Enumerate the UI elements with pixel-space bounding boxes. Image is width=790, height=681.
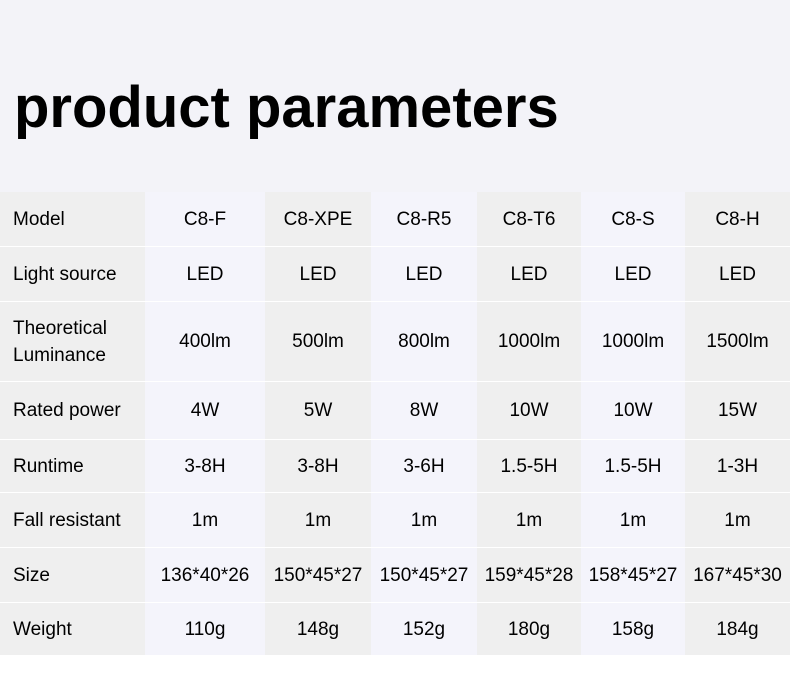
page-title: product parameters [14,75,559,140]
cell-fall-resistant-c8-s: 1m [581,493,685,548]
cell-luminance-c8-s: 1000lm [581,302,685,382]
cell-rated-power-c8-r5: 8W [371,382,477,440]
cell-weight-c8-t6: 180g [477,603,581,656]
cell-rated-power-c8-s: 10W [581,382,685,440]
cell-weight-c8-h: 184g [685,603,790,656]
cell-light-source-c8-xpe: LED [265,247,371,302]
cell-fall-resistant-c8-t6: 1m [477,493,581,548]
row-label-luminance-line-1: Theoretical [13,317,107,339]
header-banner [0,0,790,192]
cell-runtime-c8-r5: 3-6H [371,440,477,493]
cell-weight-c8-s: 158g [581,603,685,656]
table-row-light-source [0,247,790,302]
cell-runtime-c8-h: 1-3H [685,440,790,493]
cell-model-c8-t6: C8-T6 [477,192,581,247]
cell-weight-c8-r5: 152g [371,603,477,656]
row-label-weight: Weight [0,603,145,656]
cell-light-source-c8-h: LED [685,247,790,302]
cell-size-c8-r5: 150*45*27 [371,548,477,603]
cell-luminance-c8-f: 400lm [145,302,265,382]
table-row-runtime [0,440,790,493]
row-label-luminance-line-2: Luminance [13,344,106,366]
cell-size-c8-s: 158*45*27 [581,548,685,603]
row-label-model: Model [0,192,145,247]
cell-luminance-c8-r5: 800lm [371,302,477,382]
cell-runtime-c8-s: 1.5-5H [581,440,685,493]
cell-size-c8-f: 136*40*26 [145,548,265,603]
cell-size-c8-t6: 159*45*28 [477,548,581,603]
cell-rated-power-c8-h: 15W [685,382,790,440]
cell-model-c8-f: C8-F [145,192,265,247]
row-label-runtime: Runtime [0,440,145,493]
cell-rated-power-c8-t6: 10W [477,382,581,440]
table-row-size [0,548,790,603]
cell-luminance-c8-h: 1500lm [685,302,790,382]
table-row-weight [0,603,790,656]
row-label-rated-power: Rated power [0,382,145,440]
cell-runtime-c8-t6: 1.5-5H [477,440,581,493]
cell-fall-resistant-c8-r5: 1m [371,493,477,548]
cell-weight-c8-f: 110g [145,603,265,656]
table-row-model [0,192,790,247]
cell-rated-power-c8-f: 4W [145,382,265,440]
cell-luminance-c8-t6: 1000lm [477,302,581,382]
row-label-luminance [0,302,145,382]
table-row-rated-power [0,382,790,440]
cell-fall-resistant-c8-xpe: 1m [265,493,371,548]
row-label-fall-resistant: Fall resistant [0,493,145,548]
cell-light-source-c8-r5: LED [371,247,477,302]
cell-weight-c8-xpe: 148g [265,603,371,656]
table-row-fall-resistant [0,493,790,548]
cell-luminance-c8-xpe: 500lm [265,302,371,382]
row-label-size: Size [0,548,145,603]
parameters-table [0,192,790,656]
parameters-table-container [0,192,790,656]
cell-runtime-c8-xpe: 3-8H [265,440,371,493]
cell-size-c8-xpe: 150*45*27 [265,548,371,603]
cell-model-c8-r5: C8-R5 [371,192,477,247]
table-row-luminance [0,302,790,382]
cell-rated-power-c8-xpe: 5W [265,382,371,440]
cell-fall-resistant-c8-f: 1m [145,493,265,548]
cell-model-c8-h: C8-H [685,192,790,247]
cell-light-source-c8-t6: LED [477,247,581,302]
cell-model-c8-s: C8-S [581,192,685,247]
cell-size-c8-h: 167*45*30 [685,548,790,603]
row-label-light-source: Light source [0,247,145,302]
cell-runtime-c8-f: 3-8H [145,440,265,493]
cell-light-source-c8-f: LED [145,247,265,302]
cell-light-source-c8-s: LED [581,247,685,302]
cell-fall-resistant-c8-h: 1m [685,493,790,548]
cell-model-c8-xpe: C8-XPE [265,192,371,247]
